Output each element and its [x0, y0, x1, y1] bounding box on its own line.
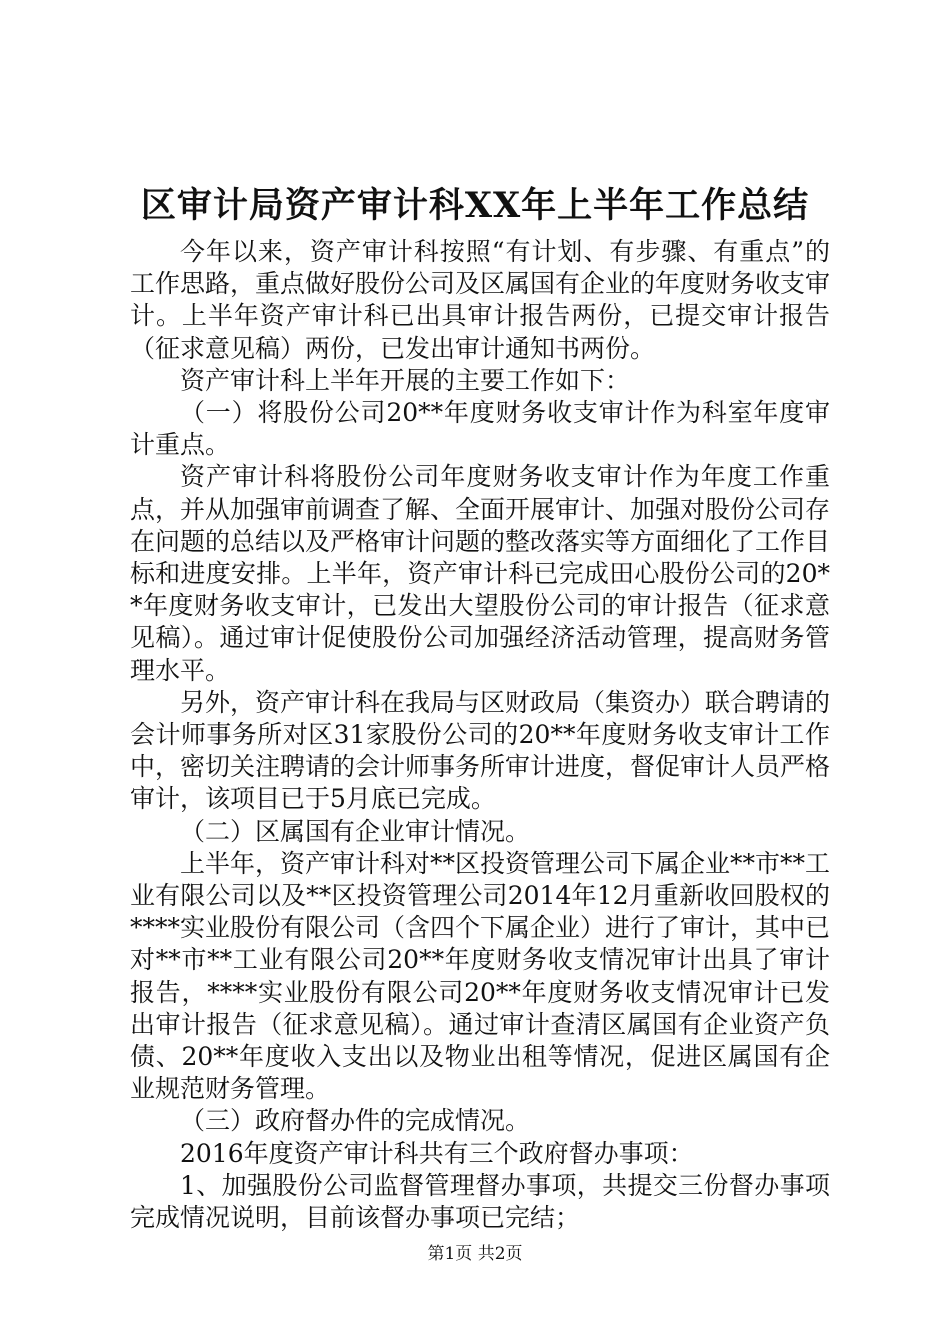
paragraph-section-3-intro: 2016年度资产审计科共有三个政府督办事项：	[180, 1138, 694, 1168]
document-body	[130, 236, 830, 1234]
paragraph-section-1-extra: 另外，资产审计科在我局与区财政局（集资办）联合聘请的会计师事务所对区31家股份公司的20**年度财务收支审计工作中，密切关注聘请的会计师事务所审计进度，督促审计人员严格审计，该项目已于5月底已完成。	[130, 687, 831, 814]
document-title: 区审计局资产审计科XX年上半年工作总结	[140, 185, 810, 226]
paragraph-intro: 今年以来，资产审计科按照“有计划、有步骤、有重点”的工作思路，重点做好股份公司及区属国有企业的年度财务收支审计。上半年资产审计科已出具审计报告两份，已提交审计报告（征求意见稿）两份，已发出审计通知书两份。	[130, 237, 831, 363]
paragraph-section-1-heading: （一）将股份公司20**年度财务收支审计作为科室年度审计重点。	[130, 398, 830, 460]
paragraph-section-1-body: 资产审计科将股份公司年度财务收支审计作为年度工作重点，并从加强审前调查了解、全面开展审计、加强对股份公司存在问题的总结以及严格审计问题的整改落实等方面细化了工作目标和进度安排。上半年，资产审计科已完成田心股份公司的20**年度财务收支审计，已发出大望股份公司的审计报告（征求意见稿）。通过审计促使股份公司加强经济活动管理，提高财务管理水平。	[130, 462, 831, 685]
paragraph-section-2-body: 上半年，资产审计科对**区投资管理公司下属企业**市**工业有限公司以及**区投资管理公司2014年12月重新收回股权的****实业股份有限公司（含四个下属企业）进行了审计，其中已对**市**工业有限公司20**年度财务收支情况审计出具了审计报告，****实业股份有限公司20**年度财务收支情况审计已发出审计报告（征求意见稿）。通过审计查清区属国有企业资产负债、20**年度收入支出以及物业出租等情况，促进区属国有企业规范财务管理。	[130, 848, 831, 1104]
paragraph-section-3-item-1: 1、加强股份公司监督管理督办事项，共提交三份督办事项完成情况说明，目前该督办事项已完结；	[130, 1170, 830, 1233]
paragraph-section-3-heading: （三）政府督办件的完成情况。	[180, 1106, 531, 1136]
paragraph-section-2-heading: （二）区属国有企业审计情况。	[180, 816, 531, 846]
paragraph-main-work: 资产审计科上半年开展的主要工作如下：	[180, 365, 631, 395]
page-number-footer: 第1页 共2页	[427, 1244, 523, 1264]
